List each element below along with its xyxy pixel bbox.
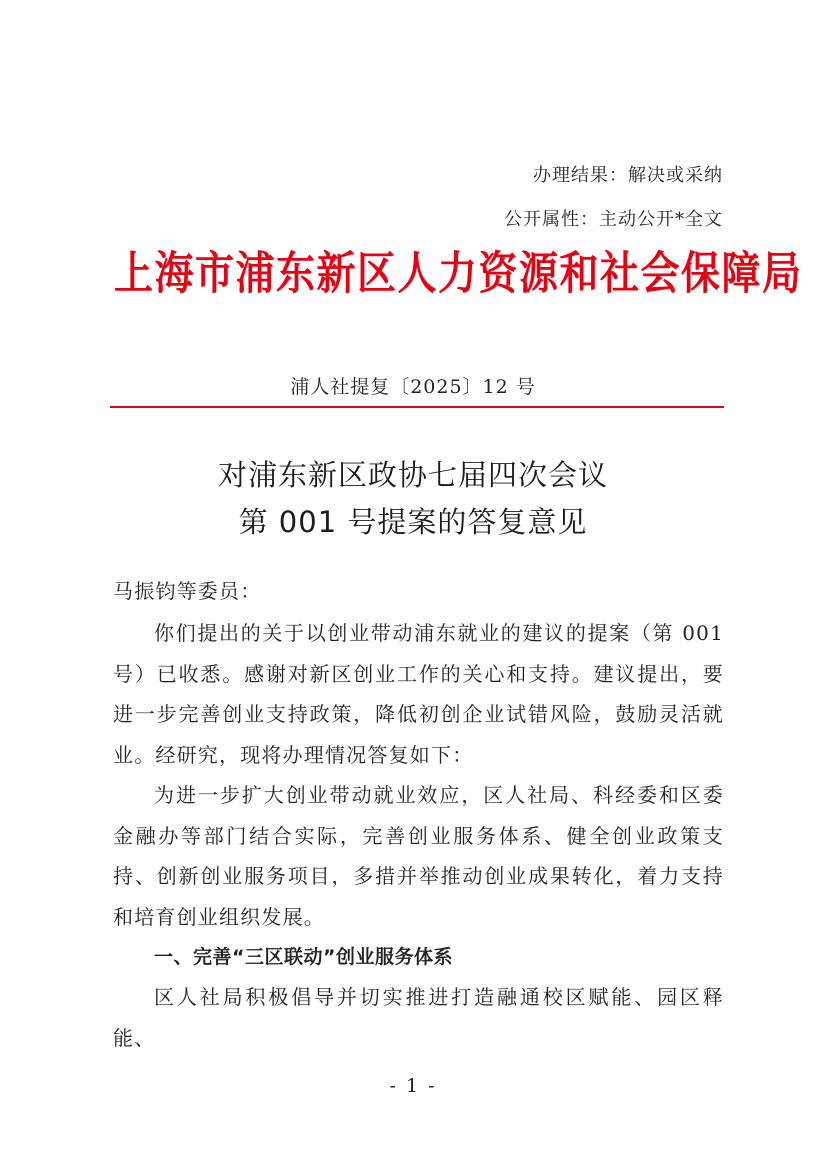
- section-heading-1: 一、完善“三区联动”创业服务体系: [154, 946, 453, 968]
- organization-header: 上海市浦东新区人力资源和社会保障局: [114, 248, 803, 300]
- document-title-line-2: 第 001 号提案的答复意见: [238, 505, 588, 539]
- document-title-line-1: 对浦东新区政协七届四次会议: [217, 458, 608, 492]
- body-paragraph-2: 为进一步扩大创业带动就业效应，区人社局、科经委和区委金融办等部门结合实际，完善创业服务体系、健全创业政策支持、创新创业服务项目，多措并举推动创业成果转化，着力支持和培育创业组织发展。: [113, 783, 724, 929]
- page-number: - 1 -: [389, 1075, 437, 1097]
- body-paragraph-3: 区人社局积极倡导并切实推进打造融通校区赋能、园区释能、: [113, 985, 724, 1050]
- disclosure-attribute: 公开属性：主动公开*全文: [504, 209, 723, 230]
- body-paragraph-1: 你们提出的关于以创业带动浦东就业的建议的提案（第 001 号）已收悉。感谢对新区创业工作的关心和支持。建议提出，要进一步完善创业支持政策，降低初创企业试错风险，鼓励灵活就业。经研究，现将办理情况答复如下：: [113, 621, 724, 767]
- processing-result: 办理结果：解决或采纳: [533, 165, 723, 186]
- salutation: 马振钧等委员：: [113, 579, 262, 603]
- red-divider-line: [110, 406, 724, 408]
- document-number: 浦人社提复〔2025〕12 号: [290, 376, 536, 398]
